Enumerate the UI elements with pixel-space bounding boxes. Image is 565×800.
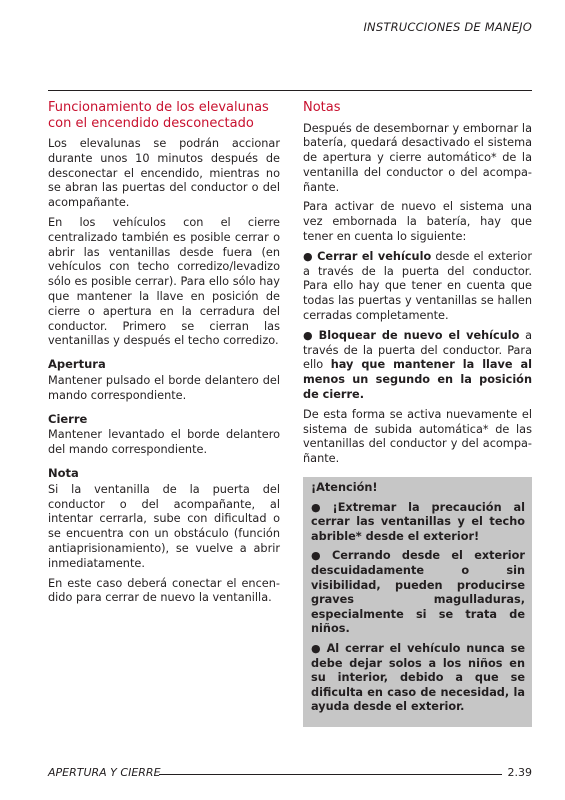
- section-title-notas: Notas: [303, 100, 341, 115]
- paragraph: En este caso deberá conectar el encendido para cerrar de nuevo la ventanilla.: [48, 576, 280, 605]
- warning-item: [311, 642, 525, 715]
- subheading-cierre: Cierre: [48, 411, 88, 426]
- warning-text: Al cerrar el vehículo nunca se debe dejar solos a los niños en su interior, debido a que se dificulta en caso de necesidad, la ayuda desde el exterior.: [311, 641, 525, 714]
- running-header: INSTRUCCIONES DE MANEJO: [363, 20, 532, 34]
- bullet-item: [303, 250, 532, 324]
- paragraph: En los vehículos con el cierre centralizado también es posible cerrar o abrir las ventanillas desde fuera (en vehículos con techo corredizo/levadizo sólo es posible cerrar). Para ello sólo hay que mantener la llave en posición de cierre o apertura en la cerradura del conductor. Primero se cierran las ventanillas y después el techo corredizo.: [48, 215, 280, 348]
- right-column: [303, 100, 532, 727]
- left-column: [48, 100, 280, 611]
- paragraph: Si la ventanilla de la puerta del conductor o del acompañante, al intentar cerrarla, sube con dificultad o se encuentra con un obstáculo (función antiaprisionamiento), se vuelve a abrir inmediatamente.: [48, 482, 280, 570]
- paragraph: Mantener pulsado el borde delantero del mando correspondiente.: [48, 373, 280, 402]
- bullet-icon: ●: [303, 328, 315, 342]
- warning-text: Cerrando desde el exterior descuidadamente o sin visibilidad, pueden producirse graves magulladuras, especialmente si se trata de niños.: [311, 549, 525, 636]
- bullet-text: desde el exterior a través de la puerta del conductor. Para ello hay que tener en cuenta que todas las puertas y ventanillas se hallen cerradas completamente.: [303, 249, 532, 323]
- section-title-elevalunas: Funcionamiento de los elevalunas con el encendido desconectado: [48, 100, 269, 131]
- warning-item: [311, 549, 525, 637]
- warning-title: ¡Atención!: [311, 481, 378, 495]
- paragraph: Para activar de nuevo el sistema una vez embornada la batería, hay que tener en cuenta lo siguiente:: [303, 200, 532, 244]
- bullet-emphasis: hay que mantener la llave al menos un segundo en la posición de cierre.: [303, 358, 533, 402]
- warning-box: [303, 477, 532, 727]
- paragraph: Mantener levantado el borde delantero del mando correspondiente.: [48, 428, 280, 457]
- bullet-icon: ●: [311, 549, 328, 563]
- paragraph: Los elevalunas se podrán accionar durante unos 10 minutos después de desconectar el encendido, mientras no se abran las puertas del conductor o del acompañante.: [48, 137, 280, 210]
- warning-item: [311, 501, 525, 545]
- bullet-text: a través de la puerta del conductor. Para ello: [303, 328, 532, 372]
- bullet-icon: ●: [303, 249, 314, 263]
- subheading-apertura: Apertura: [48, 357, 106, 372]
- paragraph: Después de desembornar y embornar la batería, quedará desactivado el sistema de apertura y cierre automático* de la ventanilla del conductor o del acompañante.: [303, 121, 532, 194]
- bullet-lead: Cerrar el vehículo: [317, 249, 432, 263]
- page-footer: [48, 764, 532, 784]
- page-number: 2.39: [507, 766, 532, 779]
- bullet-icon: ●: [311, 641, 323, 655]
- header-rule: [48, 90, 532, 91]
- footer-section: APERTURA Y CIERRE: [48, 766, 161, 779]
- paragraph: De esta forma se activa nuevamente el sistema de subida automática* de las ventanillas del conductor y del acompañante.: [303, 407, 532, 466]
- footer-rule: [159, 774, 502, 775]
- subheading-nota: Nota: [48, 465, 79, 480]
- bullet-icon: ●: [311, 500, 329, 514]
- bullet-item: [303, 329, 532, 403]
- warning-text: ¡Extremar la precaución al cerrar las ventanillas y el techo abrible* desde el exterior!: [311, 500, 525, 543]
- bullet-lead: Bloquear de nuevo el vehículo: [318, 328, 520, 342]
